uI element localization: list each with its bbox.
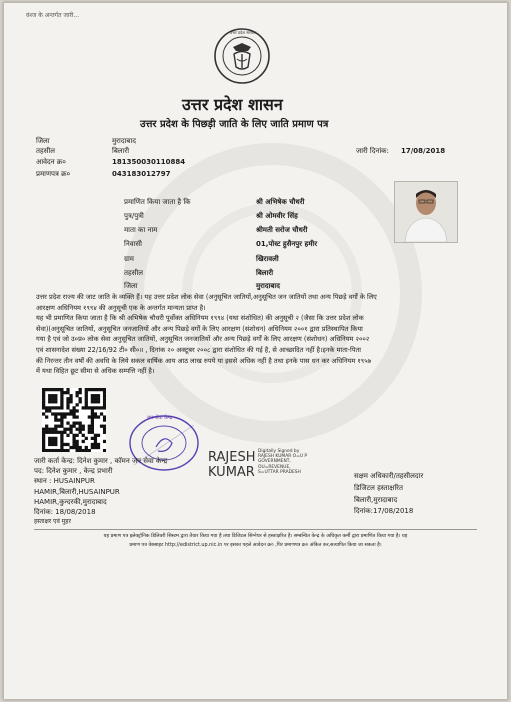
paragraph-line: उत्तर प्रदेश राज्य की जाट जाति के व्यक्ति हैं। यह उत्तर प्रदेश लोक सेवा (अनुसूचित जातियों,अनुसूचित जन जातियों तथा अन्य पिछड़े वर्गों के लिए <box>36 293 377 301</box>
issuing-centre-block <box>34 456 167 527</box>
footer-line: यह प्रमाण पत्र इलेक्ट्रॉनिक डिलिवरी सिस्टम द्वारा तैयार किया गया है तथा डिजिटल सिग्नेचर से हस्ताक्षरित है। सम्बन्धित केन्द्र के अधिकृत कर्मी द्वारा प्रमाणित किया गया है। यह <box>103 533 408 539</box>
certification-paragraph <box>36 292 476 377</box>
up-government-emblem-icon <box>213 27 271 85</box>
detail-label-mother: माता का नाम <box>124 226 158 234</box>
qr-code-icon <box>42 388 106 452</box>
info-label-district: जिला <box>36 137 50 145</box>
issued-by-line: जारी कर्ता केन्द्र: दिनेश कुमार , कॉमन जन सेवा केन्द्र <box>34 457 168 465</box>
paragraph-line: आरक्षण अधिनियम १९९४ की अनुसूची एक के अन्तर्गत मान्यता प्राप्त है। <box>36 303 206 312</box>
detail-value-name: श्री अभिषेक चौधरी <box>256 198 305 206</box>
page-subtitle: उत्तर प्रदेश के पिछड़ी जाति के लिए जाति प्रमाण पत्र <box>140 119 329 130</box>
issued-by-line: पद: दिनेश कुमार , केन्द्र प्रभारी <box>34 467 113 476</box>
top-note: वंश्ज के अन्तर्गत जारी... <box>26 12 80 19</box>
footer-note <box>34 532 477 550</box>
issue-date-label: जारी दिनांक: <box>356 147 389 155</box>
issued-by-line: HAMIR,बिलारी,HUSAINPUR <box>34 487 120 496</box>
detail-value-resident: 01,पोस्ट हुसैनपुर हमीर <box>256 240 318 248</box>
info-value-district: मुरादाबाद <box>112 137 136 145</box>
signature-detail-line: GOVERNMENT, <box>258 459 291 465</box>
issued-by-line: HAMIR,कुन्दरकी,मुरादाबाद <box>34 497 107 506</box>
footer-divider <box>34 529 477 530</box>
signature-detail-line: OU=REVENUE, <box>258 464 291 470</box>
detail-label-village: ग्राम <box>124 255 134 263</box>
authority-name: डिजिटल हस्ताक्षरित <box>354 483 403 492</box>
paragraph-line: में यथा विहित छूट सीमा से अधिक सम्पत्ति नहीं है। <box>36 367 155 376</box>
signature-detail-line: RAJESH KUMAR O=U P <box>258 454 308 460</box>
applicant-photo <box>394 181 458 243</box>
detail-value-mother: श्रीमती सरोज चौधरी <box>256 226 308 234</box>
competent-authority-block <box>354 471 423 518</box>
issued-by-line: हस्ताक्षर एवं मुहर <box>34 518 71 526</box>
authority-title: सक्षम अधिकारी/तहसीलदार <box>354 472 424 480</box>
detail-label-district: जिला <box>124 282 138 290</box>
detail-value-village: खिरावली <box>256 255 279 263</box>
detail-label-certified: प्रमाणित किया जाता है कि <box>124 198 191 206</box>
signature-detail-line: S=UTTAR PRADESH <box>258 469 301 475</box>
detail-label-tehsil: तहसील <box>124 269 143 277</box>
paragraph-line: सेवा)(अनुसूचित जातियों, अनुसूचित जनजातियों और अन्य पिछड़े वर्गों के लिए आरक्षण (संशोधन) अधिनियम २००१ द्वारा प्रतिस्थापित किया <box>36 324 363 333</box>
authority-date: दिनांक:17/08/2018 <box>354 507 414 516</box>
paragraph-line: गया है एवं जो उ०प्र० लोक सेवा अनुसूचित जातियों, अनुसूचित जनजातियों और अन्य पिछड़े वर्गों के लिए आरक्षण (संशोधन) अधिनियम २००२ <box>36 335 370 344</box>
detail-value-father: श्री ओमवीर सिंह <box>256 212 298 220</box>
footer-line: प्रमाण पत्र वेबसाइट http://edistrict.up.nic.in पर इसका पहले आवेदन क्र० ,पिर प्रमाणपत्र क्र० अंकित कर,सत्यापित किया जा सकता है। <box>129 542 382 548</box>
signer-name-line2: KUMAR <box>208 465 255 480</box>
detail-label-resident: निवासी <box>124 240 142 248</box>
signer-name-line1: RAJESH <box>208 450 256 465</box>
detail-value-tehsil: बिलारी <box>256 269 274 277</box>
info-label-certificate: प्रमाणपत्र क्र० <box>36 170 71 178</box>
info-value-certificate: 043183012797 <box>112 170 171 178</box>
paragraph-line: की निरन्तर तीन वर्षों की अवधि के लिये सकल वार्षिक आय आठ लाख रुपये या इससे अधिक नहीं है तथा इनके पास धन कर अधिनियम १९५७ <box>36 356 372 365</box>
signature-detail-line: Digitally Signed by <box>258 449 300 454</box>
info-value-application: 181350030110884 <box>112 158 186 166</box>
issue-date-value: 17/08/2018 <box>401 147 446 155</box>
emblem-text: उत्तर प्रदेश सरकार <box>230 30 257 35</box>
info-value-tehsil: बिलारी <box>112 147 130 155</box>
page-title: उत्तर प्रदेश शासन <box>182 95 283 114</box>
detail-value-district: मुरादाबाद <box>256 282 280 290</box>
info-label-application: आवेदन क्र० <box>36 158 66 166</box>
digital-signature-details <box>258 449 307 475</box>
issued-by-line: स्थान : HUSAINPUR <box>34 477 95 486</box>
seal-text: जन सेवा केन्द्र <box>147 415 173 421</box>
paragraph-line: यह भी प्रमाणित किया जाता है कि श्री अभिषेक चौधरी पूर्वोक्त अधिनियम १९९४ (यथा संशोधित) की अनुसूची २ (जैसा कि उत्तर प्रदेश लोक <box>36 314 364 323</box>
authority-place: बिलारी,मुरादाबाद <box>354 495 398 504</box>
detail-label-father: पुत्र/पुत्री <box>124 212 144 220</box>
certificate-sheet <box>3 2 508 700</box>
info-label-tehsil: तहसील <box>36 147 55 155</box>
paragraph-line: एवं शासनादेश संख्या 22/16/92 टी० सी०॥ , दिनांक २० अक्टूबर २००८ द्वारा संशोधित की गई है, से आच्छादित नहीं है।इनके माता-पिता <box>36 345 361 354</box>
issued-by-line: दिनांक: 18/08/2018 <box>34 508 96 517</box>
